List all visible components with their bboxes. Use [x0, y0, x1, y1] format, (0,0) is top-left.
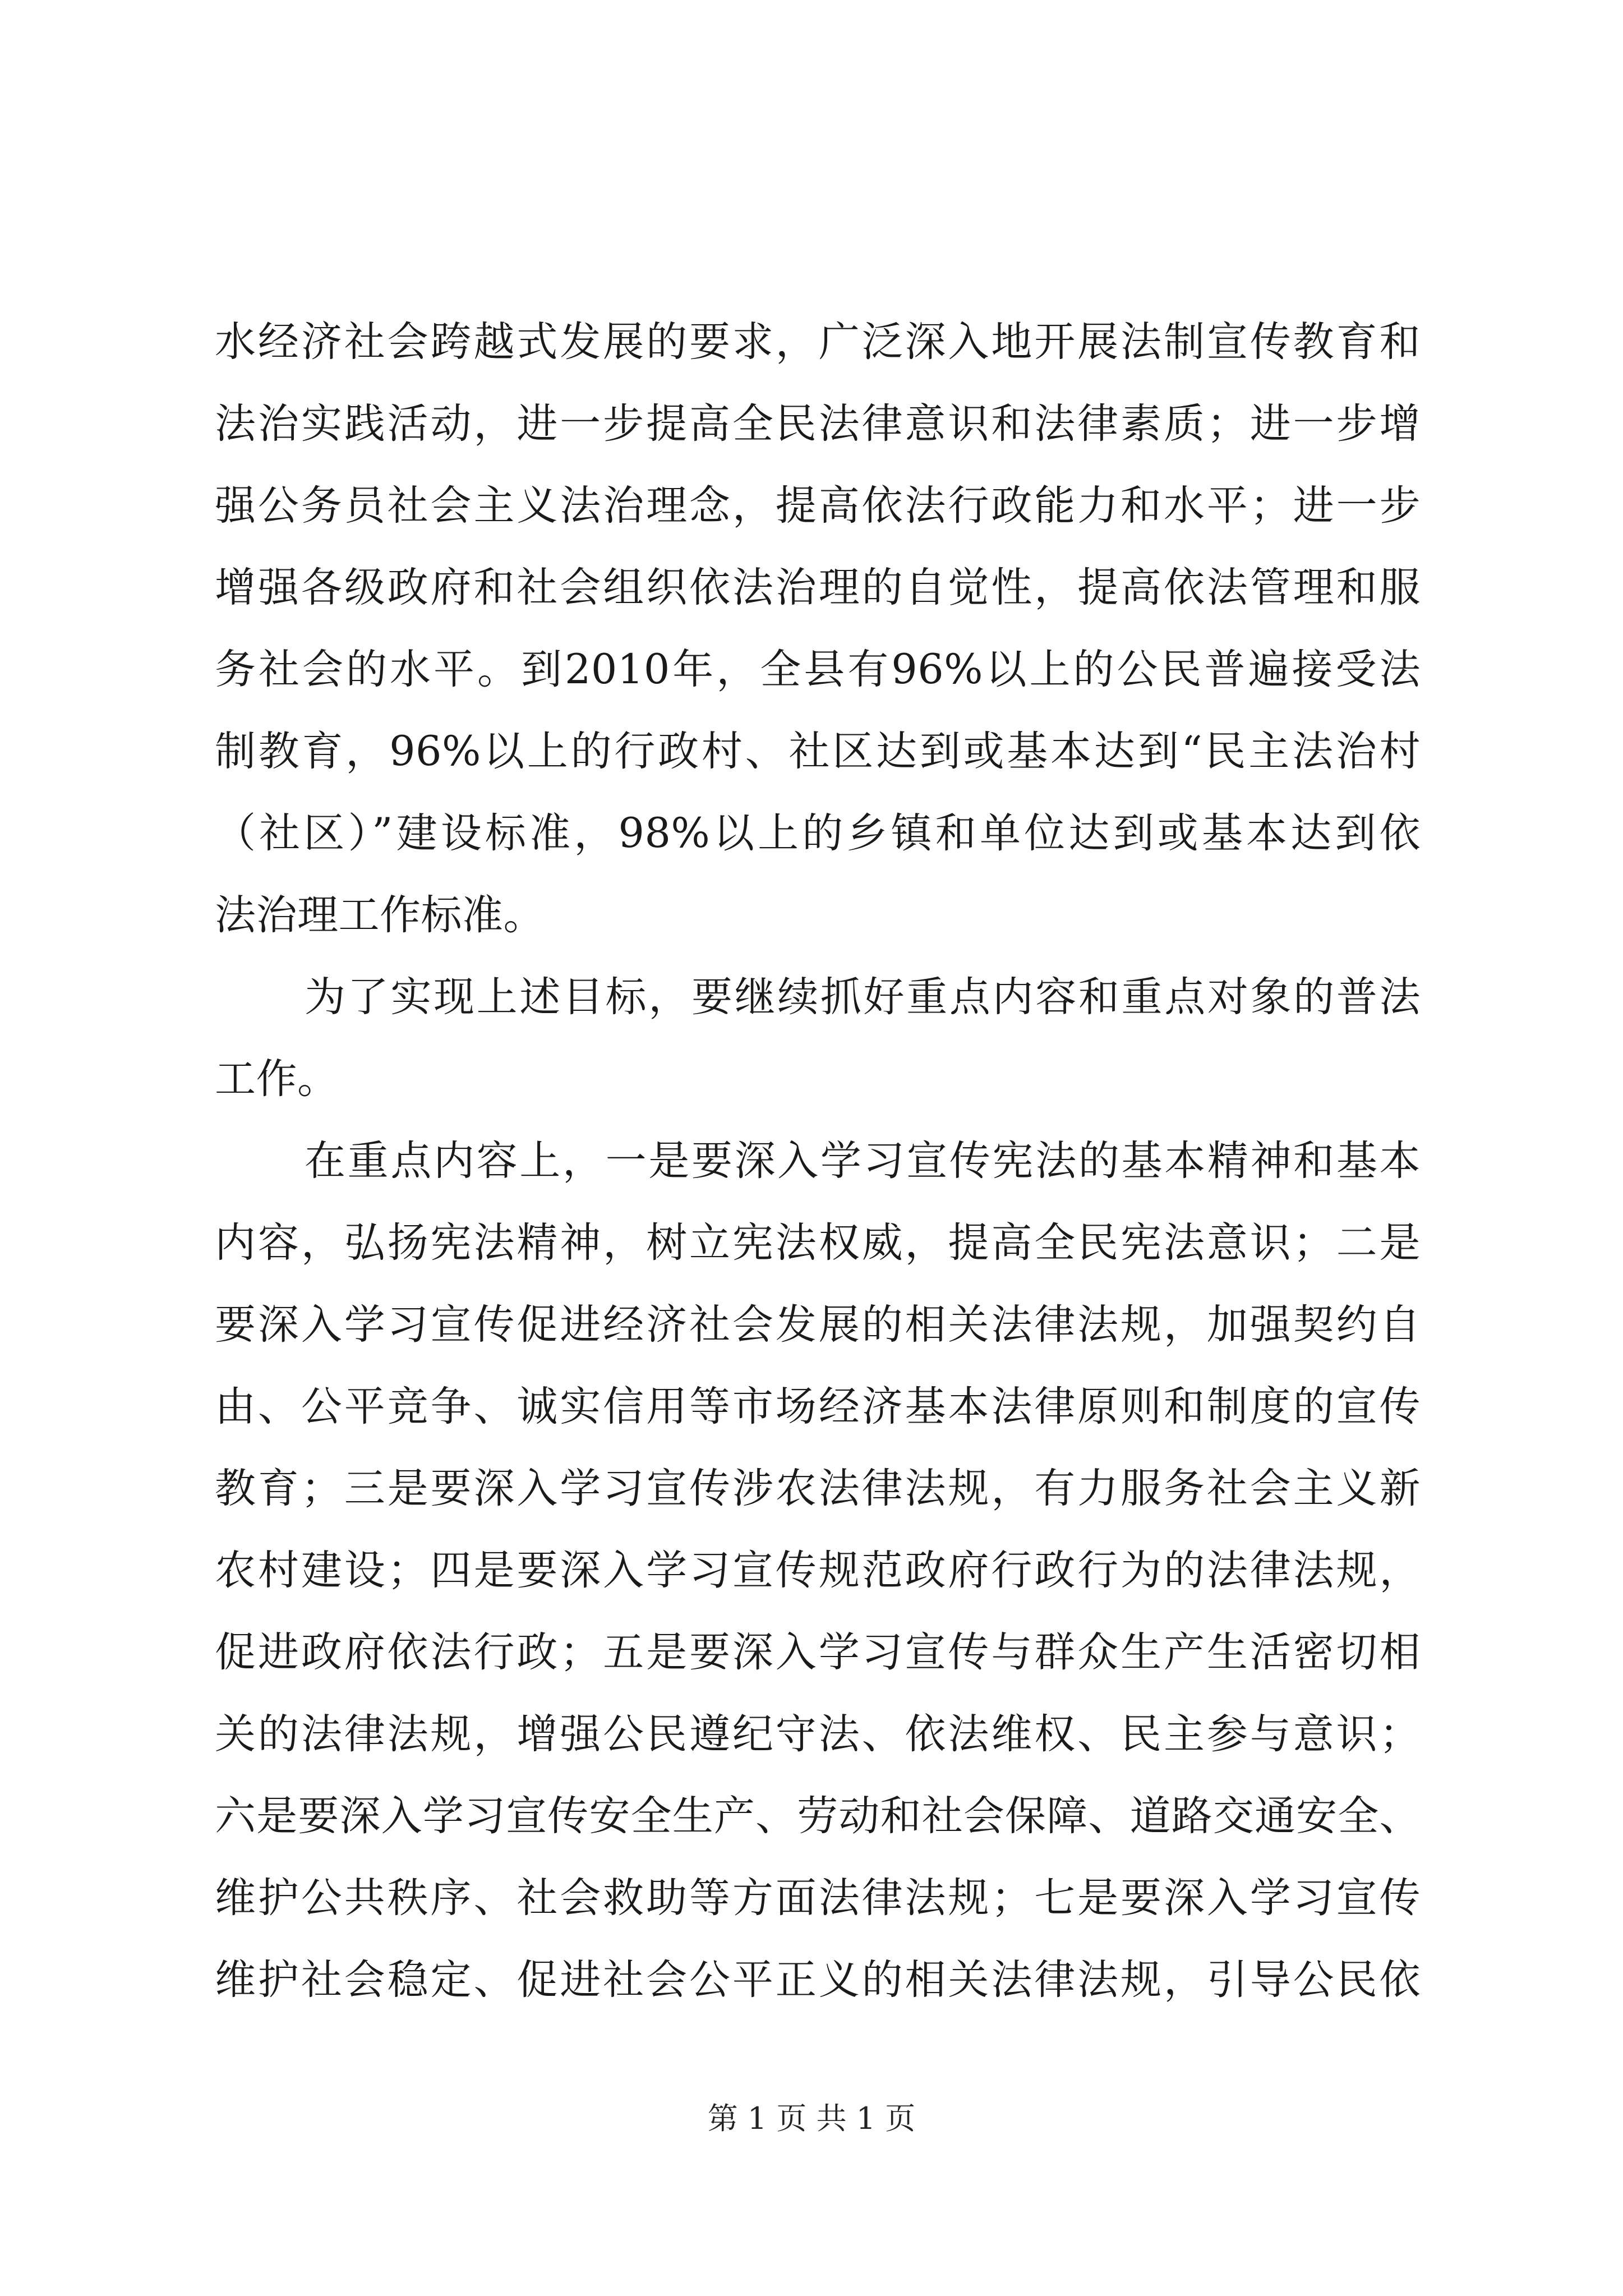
paragraph-line: 强公务员社会主义法治理念，提高依法行政能力和水平；进一步 — [215, 482, 1421, 530]
paragraph-line: 水经济社会跨越式发展的要求，广泛深入地开展法制宣传教育和 — [215, 318, 1421, 366]
paragraph-line: 维护公共秩序、社会救助等方面法律法规；七是要深入学习宣传 — [215, 1874, 1421, 1922]
paragraph-line: 内容，弘扬宪法精神，树立宪法权威，提高全民宪法意识；二是 — [215, 1219, 1421, 1267]
paragraph-line: 教育；三是要深入学习宣传涉农法律法规，有力服务社会主义新 — [215, 1465, 1421, 1512]
paragraph-line: 农村建设；四是要深入学习宣传规范政府行政行为的法律法规， — [215, 1547, 1421, 1594]
paragraph-line: （社区）”建设标准，98%以上的乡镇和单位达到或基本达到依 — [215, 809, 1421, 857]
paragraph-line: 在重点内容上，一是要深入学习宣传宪法的基本精神和基本 — [305, 1137, 1421, 1185]
paragraph-line: 关的法律法规，增强公民遵纪守法、依法维权、民主参与意识； — [215, 1710, 1421, 1758]
paragraph-line: 六是要深入学习宣传安全生产、劳动和社会保障、道路交通安全、 — [215, 1792, 1421, 1840]
page-number-label: 第 1 页 共 1 页 — [707, 2101, 916, 2136]
paragraph-line: 维护社会稳定、促进社会公平正义的相关法律法规，引导公民依 — [215, 1956, 1421, 2004]
paragraph-line: 促进政府依法行政；五是要深入学习宣传与群众生产生活密切相 — [215, 1628, 1421, 1676]
paragraph-line: 增强各级政府和社会组织依法治理的自觉性，提高依法管理和服 — [215, 564, 1421, 611]
paragraph-line: 为了实现上述目标，要继续抓好重点内容和重点对象的普法 — [305, 973, 1421, 1021]
paragraph-line: 法治实践活动，进一步提高全民法律意识和法律素质；进一步增 — [215, 400, 1421, 448]
paragraph-line: 工作。 — [215, 1055, 339, 1103]
paragraph-line: 法治理工作标准。 — [215, 891, 545, 939]
paragraph-line: 要深入学习宣传促进经济社会发展的相关法律法规，加强契约自 — [215, 1301, 1421, 1349]
paragraph-line: 由、公平竞争、诚实信用等市场经济基本法律原则和制度的宣传 — [215, 1383, 1421, 1430]
paragraph-line: 务社会的水平。到2010年，全县有96%以上的公民普遍接受法 — [215, 646, 1421, 693]
paragraph-line: 制教育，96%以上的行政村、社区达到或基本达到“民主法治村 — [215, 728, 1421, 775]
page-footer — [0, 2099, 1623, 2138]
document-body — [215, 301, 1421, 2021]
